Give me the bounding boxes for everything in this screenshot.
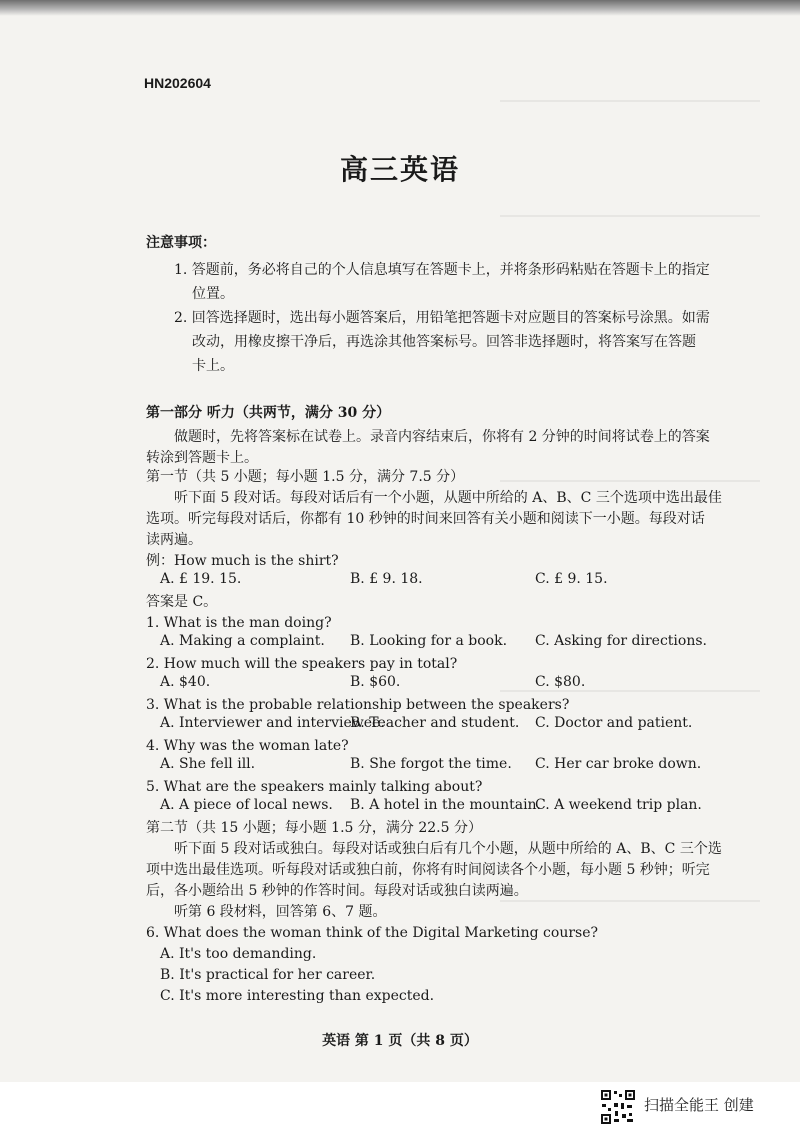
page-footer: 英语 第 1 页（共 8 页） xyxy=(322,1033,478,1049)
section1-intro-cont: 读两遍。 xyxy=(146,532,202,548)
section2-intro-cont: 项中选出最佳选项。听每段对话或独白前，你将有时间阅读各个小题，每小题 5 秒钟；听完 xyxy=(146,862,710,878)
q5-option-c: C. A weekend trip plan. xyxy=(535,797,702,813)
q2-option-b: B. $60. xyxy=(350,674,401,690)
qr-code-icon xyxy=(600,1089,636,1125)
part1-intro: 做题时，先将答案标在试卷上。录音内容结束后，你将有 2 分钟的时间将试卷上的答案 xyxy=(174,429,710,445)
q4-option-c: C. Her car broke down. xyxy=(535,756,702,772)
question-5: 5. What are the speakers mainly talking about? xyxy=(146,779,483,795)
q6-option-c: C. It's more interesting than expected. xyxy=(160,988,435,1004)
q5-option-a: A. A piece of local news. xyxy=(160,797,333,813)
example-answer: 答案是 C。 xyxy=(146,594,218,610)
scan-edge xyxy=(0,0,800,16)
question-3: 3. What is the probable relationship between the speakers? xyxy=(146,697,570,713)
q4-option-a: A. She fell ill. xyxy=(160,756,256,772)
show-through xyxy=(500,215,760,217)
part1-intro-cont: 转涂到答题卡上。 xyxy=(146,450,258,466)
section1-intro: 听下面 5 段对话。每段对话后有一个小题，从题中所给的 A、B、C 三个选项中选出最佳 xyxy=(174,490,722,506)
notice-heading: 注意事项： xyxy=(146,235,216,251)
section1-intro-cont: 选项。听完每段对话后，你都有 10 秒钟的时间来回答有关小题和阅读下一小题。每段对话 xyxy=(146,511,705,527)
q3-option-c: C. Doctor and patient. xyxy=(535,715,693,731)
show-through xyxy=(500,690,760,692)
notice-item-1: 1. 答题前，务必将自己的个人信息填写在答题卡上，并将条形码粘贴在答题卡上的指定 xyxy=(174,262,710,278)
scanner-label: 扫描全能王 创建 xyxy=(644,1096,754,1114)
material-6-instruction: 听第 6 段材料，回答第 6、7 题。 xyxy=(174,904,387,920)
q6-option-a: A. It's too demanding. xyxy=(160,946,317,962)
section2-intro: 听下面 5 段对话或独白。每段对话或独白后有几个小题，从题中所给的 A、B、C 三个选 xyxy=(174,841,722,857)
part1-heading: 第一部分 听力（共两节，满分 30 分） xyxy=(146,405,391,421)
show-through xyxy=(500,480,760,482)
page-title: 高三英语 xyxy=(339,153,460,186)
q1-option-a: A. Making a complaint. xyxy=(160,633,325,649)
section1-heading: 第一节（共 5 小题；每小题 1.5 分，满分 7.5 分） xyxy=(146,469,465,485)
q1-option-c: C. Asking for directions. xyxy=(535,633,707,649)
notice-item-2: 2. 回答选择题时，选出每小题答案后，用铅笔把答题卡对应题目的答案标号涂黑。如需 xyxy=(174,310,710,326)
notice-item-2-cont: 改动，用橡皮擦干净后，再选涂其他答案标号。回答非选择题时，将答案写在答题 xyxy=(192,334,696,350)
notice-item-2-cont: 卡上。 xyxy=(192,358,234,374)
q3-option-a: A. Interviewer and interviewee. xyxy=(160,715,385,731)
question-2: 2. How much will the speakers pay in total? xyxy=(146,656,458,672)
question-4: 4. Why was the woman late? xyxy=(146,738,349,754)
show-through xyxy=(500,100,760,102)
q5-option-b: B. A hotel in the mountain. xyxy=(350,797,542,813)
q6-option-b: B. It's practical for her career. xyxy=(160,967,376,983)
q4-option-b: B. She forgot the time. xyxy=(350,756,512,772)
example-option-c: C. £ 9. 15. xyxy=(535,571,608,587)
section2-intro-cont: 后，各小题给出 5 秒钟的作答时间。每段对话或独白读两遍。 xyxy=(146,883,528,899)
notice-item-1-cont: 位置。 xyxy=(192,286,234,302)
q2-option-c: C. $80. xyxy=(535,674,586,690)
question-1: 1. What is the man doing? xyxy=(146,615,332,631)
example-option-a: A. £ 19. 15. xyxy=(160,571,242,587)
exam-code: HN202604 xyxy=(144,75,211,91)
q1-option-b: B. Looking for a book. xyxy=(350,633,508,649)
question-6: 6. What does the woman think of the Digital Marketing course? xyxy=(146,925,599,941)
show-through xyxy=(500,900,760,902)
q2-option-a: A. $40. xyxy=(160,674,211,690)
q3-option-b: B. Teacher and student. xyxy=(350,715,520,731)
example-question: 例：How much is the shirt? xyxy=(146,553,339,569)
section2-heading: 第二节（共 15 小题；每小题 1.5 分，满分 22.5 分） xyxy=(146,820,482,836)
example-option-b: B. £ 9. 18. xyxy=(350,571,423,587)
